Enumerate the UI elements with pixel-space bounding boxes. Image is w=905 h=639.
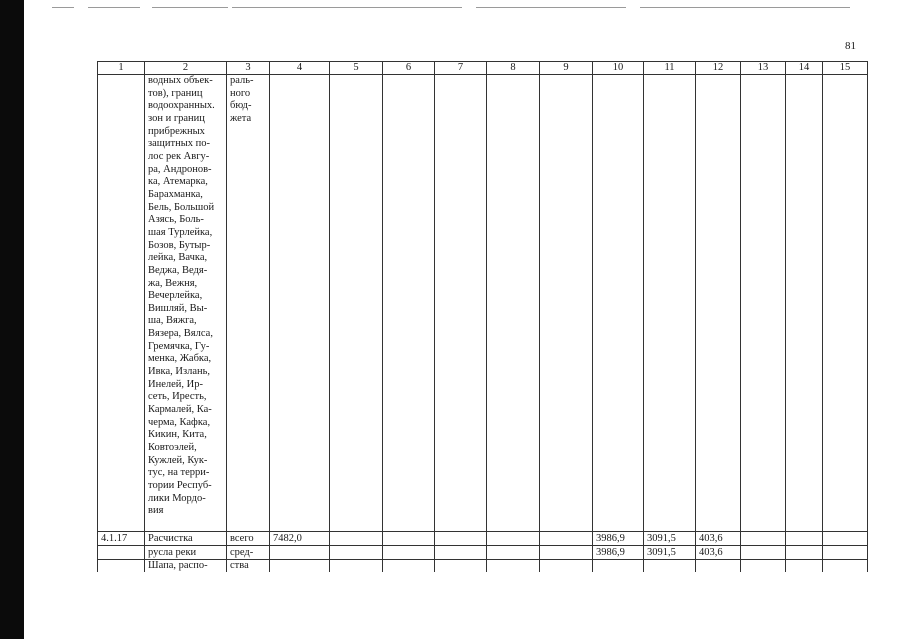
continuation-row (98, 75, 868, 532)
text-line: жета (230, 112, 252, 124)
text-line: Кикин, Кита, (148, 429, 207, 441)
text-line: раль- (230, 75, 254, 86)
text-line: тории Респуб- (148, 480, 212, 491)
year-amount: 3091,5 (644, 546, 696, 560)
text-line: ша, Вяжга, (148, 315, 197, 327)
page-number: 81 (845, 40, 856, 52)
text-line: лики Мордо- (148, 492, 206, 504)
header-rule (52, 7, 74, 8)
text-line: вия (148, 505, 164, 517)
year-amount: 403,6 (696, 546, 741, 560)
table-row (98, 532, 868, 546)
scan-edge (0, 0, 24, 639)
text-line: зон и границ (148, 112, 205, 124)
text-line: сеть, Иресть, (148, 391, 207, 403)
funding-source: ства (227, 560, 270, 573)
text-line: бюд- (230, 100, 252, 112)
text-line: лос рек Авгу- (148, 150, 210, 162)
year-amount: 403,6 (696, 532, 741, 546)
column-header: 15 (823, 62, 868, 75)
text-line: тус, на терри- (148, 467, 210, 479)
header-rule (152, 7, 228, 8)
text-line: черма, Кафка, (148, 416, 211, 428)
column-header: 3 (227, 62, 270, 75)
entry-name-line: Шапа, распо- (145, 560, 227, 573)
text-line: лейка, Вачка, (148, 252, 208, 264)
header-rule (88, 7, 140, 8)
column-header: 4 (270, 62, 330, 75)
text-line: прибрежных (148, 125, 205, 137)
entry-name-line: Расчистка (145, 532, 227, 546)
text-line: шая Турлейка, (148, 226, 213, 238)
header-rule (640, 7, 850, 8)
text-line: Инелей, Ир- (148, 378, 203, 390)
text-line: Вечерлейка, (148, 290, 203, 302)
text-line: ра, Андронов- (148, 163, 212, 175)
column-header: 11 (644, 62, 696, 75)
column-header: 12 (696, 62, 741, 75)
text-line: Кужлей, Кук- (148, 454, 208, 466)
text-line: Барахманка, (148, 188, 203, 200)
text-line: Кармалей, Ка- (148, 404, 212, 416)
column-header: 10 (593, 62, 644, 75)
text-line: водоохранных. (148, 100, 215, 112)
total-amount: 7482,0 (270, 532, 330, 546)
text-line: жа, Вежня, (148, 277, 198, 289)
funding-source: всего (227, 532, 270, 546)
column-number-row (98, 62, 868, 75)
column-header: 7 (435, 62, 487, 75)
table-row (98, 546, 868, 560)
column-header: 9 (540, 62, 593, 75)
year-amount: 3986,9 (593, 546, 644, 560)
text-line: Ивка, Излань, (148, 366, 211, 378)
entry-name-line: русла реки (145, 546, 227, 560)
funding-source-continued (227, 75, 270, 532)
year-amount: 3091,5 (644, 532, 696, 546)
table-row (98, 560, 868, 573)
column-header: 14 (786, 62, 823, 75)
column-header: 1 (98, 62, 145, 75)
text-line: Бозов, Бутыр- (148, 239, 211, 251)
text-line: ного (230, 87, 251, 99)
year-amount: 3986,9 (593, 532, 644, 546)
measure-description-continued (145, 75, 227, 532)
text-line: Вишляй, Вы- (148, 302, 208, 314)
funding-source: сред- (227, 546, 270, 560)
text-line: Азясь, Боль- (148, 214, 204, 226)
column-header: 5 (330, 62, 383, 75)
text-line: ка, Атемарка, (148, 176, 208, 188)
column-header: 2 (145, 62, 227, 75)
text-line: Веджа, Ведя- (148, 264, 208, 276)
text-line: тов), границ (148, 87, 203, 99)
entry-number: 4.1.17 (98, 532, 145, 546)
column-header: 8 (487, 62, 540, 75)
header-rule (476, 7, 626, 8)
program-table (97, 61, 868, 572)
header-rule (232, 7, 462, 8)
column-header: 6 (383, 62, 435, 75)
text-line: Вязера, Вялса, (148, 328, 213, 340)
text-line: Гремячка, Гу- (148, 340, 210, 352)
text-line: Ковтоэлей, (148, 442, 197, 454)
text-line: Бель, Большой (148, 201, 215, 213)
column-header: 13 (741, 62, 786, 75)
text-line: защитных по- (148, 138, 211, 150)
text-line: менка, Жабка, (148, 353, 212, 365)
text-line: водных объек- (148, 75, 213, 86)
